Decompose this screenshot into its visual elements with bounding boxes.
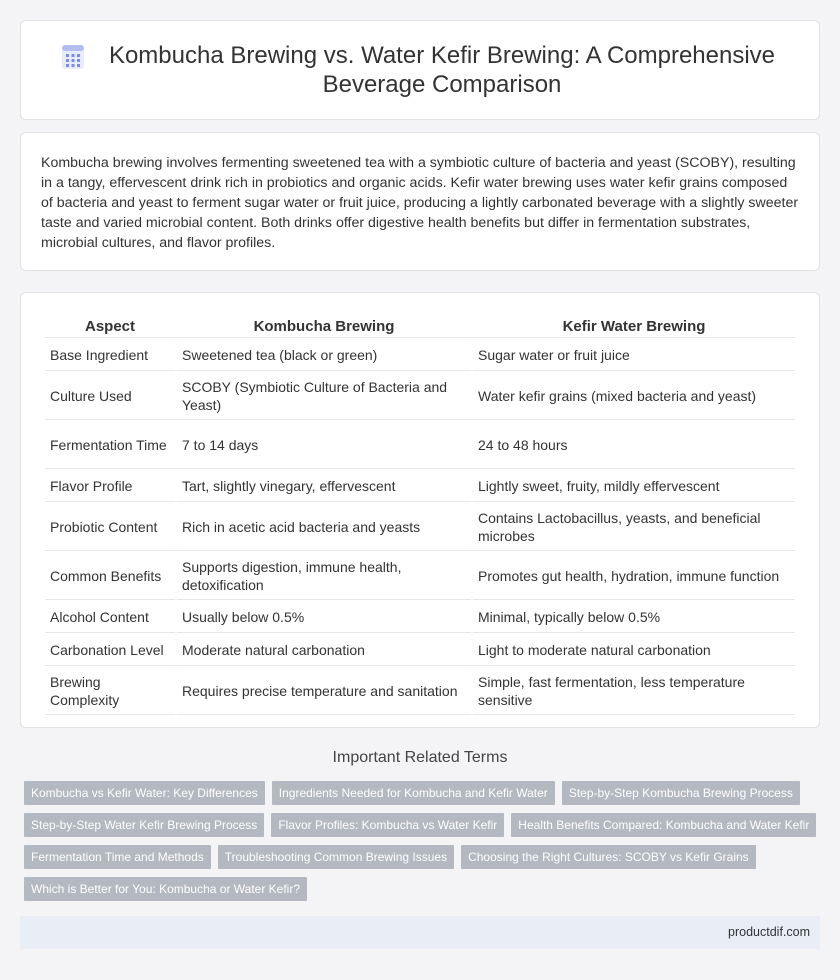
table-cell-kombucha: Supports digestion, immune health, detoxification [177, 553, 471, 600]
table-cell-aspect: Flavor Profile [45, 471, 175, 502]
comparison-card [20, 292, 820, 728]
related-term-tag[interactable]: Troubleshooting Common Brewing Issues [218, 845, 454, 869]
table-cell-kombucha: Rich in acetic acid bacteria and yeasts [177, 504, 471, 551]
table-row [45, 340, 795, 371]
table-cell-aspect: Culture Used [45, 373, 175, 420]
footer [20, 916, 820, 949]
table-row [45, 504, 795, 551]
related-term-tag[interactable]: Fermentation Time and Methods [24, 845, 211, 869]
table-row [45, 602, 795, 633]
table-cell-kombucha: Usually below 0.5% [177, 602, 471, 633]
table-row [45, 422, 795, 469]
table-cell-kefir: Light to moderate natural carbonation [473, 635, 795, 666]
table-cell-kefir: Minimal, typically below 0.5% [473, 602, 795, 633]
table-cell-kefir: Sugar water or fruit juice [473, 340, 795, 371]
table-cell-kombucha: 7 to 14 days [177, 422, 471, 469]
table-cell-aspect: Alcohol Content [45, 602, 175, 633]
grid-doc-icon [60, 44, 86, 70]
table-cell-kefir: Contains Lactobacillus, yeasts, and beneficial microbes [473, 504, 795, 551]
page-title: Kombucha Brewing vs. Water Kefir Brewing: A Comprehensive Beverage Comparison [108, 42, 776, 98]
table-row [45, 373, 795, 420]
table-cell-kombucha: Requires precise temperature and sanitation [177, 668, 471, 715]
table-cell-kefir: Simple, fast fermentation, less temperature sensitive [473, 668, 795, 715]
related-term-tag[interactable]: Health Benefits Compared: Kombucha and Water Kefir [511, 813, 816, 837]
table-cell-aspect: Common Benefits [45, 553, 175, 600]
table-cell-kombucha: Moderate natural carbonation [177, 635, 471, 666]
title-card [20, 20, 820, 120]
intro-paragraph: Kombucha brewing involves fermenting sweetened tea with a symbiotic culture of bacteria and yeast (SCOBY), resulting in a tangy, effervescent drink rich in probiotics and organic acids. Kefir water brewing uses water kefir grains composed of bacteria and yeast to ferment sugar water or fruit juice, producing a lightly carbonated beverage with a slightly sweeter taste and varied microbial content. Both drinks offer digestive health benefits but differ in fermentation substrates, microbial cultures, and flavor profiles. [41, 155, 799, 251]
related-term-tag[interactable]: Flavor Profiles: Kombucha vs Water Kefir [271, 813, 504, 837]
table-cell-aspect: Base Ingredient [45, 340, 175, 371]
table-cell-kombucha: Sweetened tea (black or green) [177, 340, 471, 371]
table-row [45, 553, 795, 600]
header-kefir: Kefir Water Brewing [473, 313, 795, 338]
table-cell-kefir: 24 to 48 hours [473, 422, 795, 469]
table-row [45, 635, 795, 666]
table-cell-aspect: Brewing Complexity [45, 668, 175, 715]
related-term-tag[interactable]: Step-by-Step Kombucha Brewing Process [562, 781, 800, 805]
related-term-tag[interactable]: Step-by-Step Water Kefir Brewing Process [24, 813, 264, 837]
intro-card [20, 132, 820, 271]
table-cell-aspect: Probiotic Content [45, 504, 175, 551]
header-aspect: Aspect [45, 313, 175, 338]
table-cell-aspect: Carbonation Level [45, 635, 175, 666]
related-term-tag[interactable]: Which is Better for You: Kombucha or Water Kefir? [24, 877, 307, 901]
table-row [45, 471, 795, 502]
related-term-tag[interactable]: Ingredients Needed for Kombucha and Kefir Water [272, 781, 555, 805]
related-terms-list [24, 781, 824, 909]
related-term-tag[interactable]: Choosing the Right Cultures: SCOBY vs Kefir Grains [461, 845, 756, 869]
table-cell-kefir: Promotes gut health, hydration, immune function [473, 553, 795, 600]
related-terms-heading: Important Related Terms [332, 749, 508, 766]
footer-site-link[interactable]: productdif.com [728, 925, 810, 939]
table-cell-kefir: Water kefir grains (mixed bacteria and yeast) [473, 373, 795, 420]
table-row [45, 668, 795, 715]
title-wrap [60, 41, 780, 99]
table-cell-kombucha: SCOBY (Symbiotic Culture of Bacteria and Yeast) [177, 373, 471, 420]
table-cell-aspect: Fermentation Time [45, 422, 175, 469]
header-kombucha: Kombucha Brewing [177, 313, 471, 338]
table-cell-kefir: Lightly sweet, fruity, mildly effervescent [473, 471, 795, 502]
table-cell-kombucha: Tart, slightly vinegary, effervescent [177, 471, 471, 502]
related-term-tag[interactable]: Kombucha vs Kefir Water: Key Differences [24, 781, 265, 805]
comparison-table [43, 311, 797, 717]
table-header-row [45, 313, 795, 338]
